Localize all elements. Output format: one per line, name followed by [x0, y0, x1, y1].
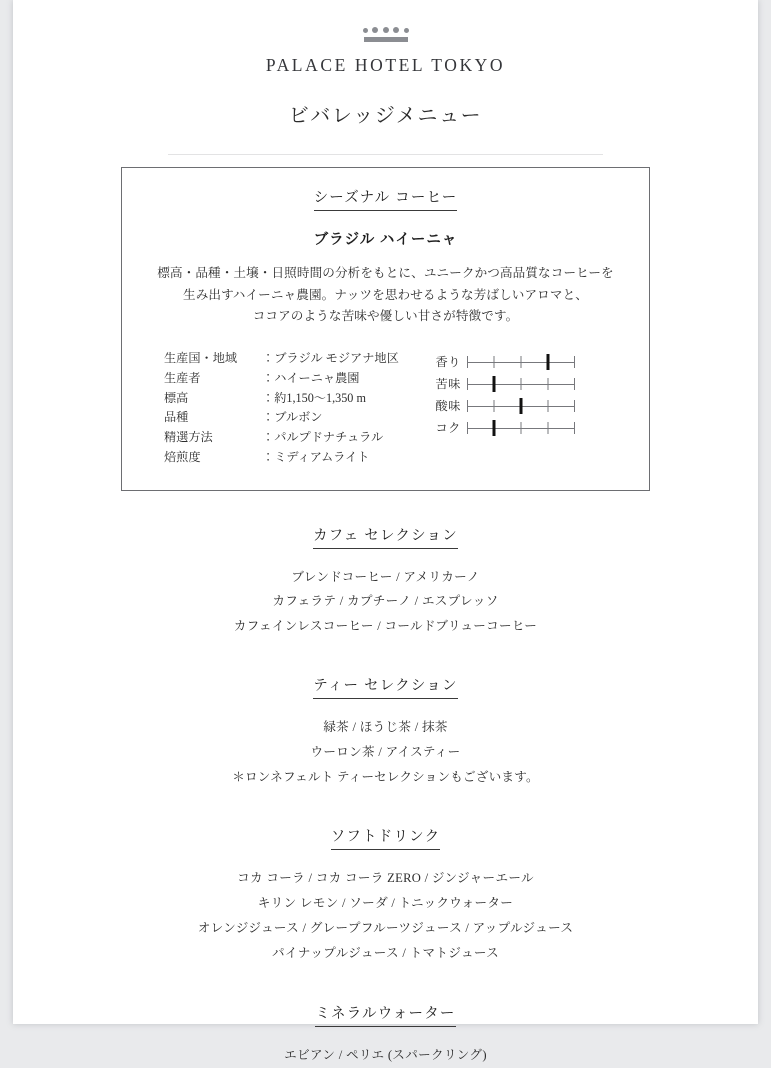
- flavor-tick: [574, 356, 575, 368]
- seasonal-coffee-card: [121, 167, 650, 491]
- coffee-description-line: ココアのような苦味や優しい甘さが特徴です。: [252, 309, 519, 324]
- crown-dots: [363, 26, 409, 33]
- section-cafe-selection: [13, 524, 758, 640]
- section-heading-text: ミネラルウォーター: [315, 1002, 455, 1027]
- flavor-tick: [467, 356, 468, 368]
- spec-value: ： ハイーニャ農園: [262, 369, 360, 389]
- flavor-marker: [519, 398, 522, 414]
- coffee-description-line: 標高・品種・土壌・日照時間の分析をもとに、ユニークかつ高品質なコーヒーを: [157, 266, 614, 280]
- spec-value: ： ミディアムライト: [262, 448, 370, 468]
- section-soft-drink: [13, 825, 758, 966]
- crown-icon: [356, 26, 416, 42]
- flavor-tick: [547, 378, 548, 390]
- spec-row: [164, 389, 399, 409]
- flavor-marker: [546, 354, 549, 370]
- flavor-row: [425, 417, 627, 439]
- spec-row: [164, 349, 399, 369]
- coffee-description-line: 生み出すハイーニャ農園。ナッツを思わせるような芳ばしいアロマと、: [183, 287, 588, 302]
- spec-key: 焙煎度: [164, 449, 201, 464]
- list-item: キリン レモン / ソーダ / トニックウォーター: [257, 896, 514, 911]
- brand-name: PALACE HOTEL TOKYO: [265, 55, 506, 75]
- flavor-row: [425, 373, 627, 395]
- flavor-marker: [492, 420, 495, 436]
- flavor-tick: [493, 356, 494, 368]
- flavor-marker: [492, 376, 495, 392]
- section-heading: [13, 1002, 758, 1027]
- flavor-tick: [574, 422, 575, 434]
- list-item: パイナップルジュース / トマトジュース: [271, 945, 500, 960]
- list-item: コカ コーラ / コカ コーラ ZERO / ジンジャーエール: [237, 871, 534, 886]
- brand-header: [13, 0, 758, 76]
- spec-row: [164, 369, 399, 389]
- flavor-axis: [467, 397, 575, 415]
- seasonal-heading: [144, 186, 627, 211]
- list-item: カフェラテ / カプチーノ / エスプレッソ: [272, 594, 499, 609]
- flavor-tick: [520, 422, 521, 434]
- menu-page: [13, 0, 758, 1062]
- spec-key: 品種: [164, 410, 189, 425]
- flavor-tick: [574, 378, 575, 390]
- flavor-row: [425, 395, 627, 417]
- menu-item-list: [13, 1043, 758, 1068]
- seasonal-heading-text: シーズナル コーヒー: [314, 186, 458, 211]
- section-mineral-water: [13, 1002, 758, 1068]
- section-heading-text: ティー セレクション: [313, 674, 457, 699]
- spec-row: [164, 408, 399, 428]
- section-heading: [13, 524, 758, 549]
- menu-item-list: [13, 715, 758, 790]
- flavor-chart: [399, 349, 627, 439]
- flavor-label: 酸味: [435, 399, 461, 414]
- flavor-tick: [574, 400, 575, 412]
- page-title: ビバレッジメニュー: [288, 105, 483, 127]
- menu-item-list: [13, 866, 758, 966]
- flavor-tick: [520, 378, 521, 390]
- flavor-axis: [467, 353, 575, 371]
- list-item: エビアン / ペリエ (スパークリング): [284, 1047, 487, 1062]
- spec-key: 生産者: [164, 370, 201, 385]
- section-heading-text: ソフトドリンク: [331, 825, 441, 850]
- flavor-tick: [467, 378, 468, 390]
- section-heading: [13, 674, 758, 699]
- flavor-tick: [547, 400, 548, 412]
- section-heading-text: カフェ セレクション: [313, 524, 458, 549]
- crown-bar: [364, 37, 408, 42]
- flavor-label: コク: [435, 421, 461, 436]
- coffee-description: [144, 263, 627, 328]
- flavor-axis: [467, 375, 575, 393]
- flavor-axis: [467, 419, 575, 437]
- spec-row: [164, 448, 399, 468]
- flavor-tick: [467, 422, 468, 434]
- list-item: 緑茶 / ほうじ茶 / 抹茶: [323, 720, 448, 735]
- spec-key: 標高: [164, 390, 189, 405]
- title-divider: [168, 154, 603, 155]
- section-tea-selection: [13, 674, 758, 790]
- section-heading: [13, 825, 758, 850]
- flavor-tick: [547, 422, 548, 434]
- flavor-label: 香り: [435, 355, 461, 370]
- spec-value: ： ブルボン: [262, 408, 322, 428]
- flavor-tick: [520, 356, 521, 368]
- spec-key: 生産国・地域: [164, 350, 238, 365]
- spec-value: ： パルプドナチュラル: [262, 428, 383, 448]
- spec-key: 精選方法: [164, 430, 213, 445]
- spec-value: ： 約1,150〜1,350 m: [262, 389, 366, 409]
- flavor-tick: [493, 400, 494, 412]
- spec-row: [164, 428, 399, 448]
- menu-item-list: [13, 565, 758, 640]
- flavor-row: [425, 351, 627, 373]
- list-item: ウーロン茶 / アイスティー: [310, 745, 461, 760]
- coffee-details: [144, 349, 627, 468]
- coffee-name: ブラジル ハイーニャ: [313, 232, 458, 248]
- flavor-label: 苦味: [435, 377, 461, 392]
- flavor-tick: [467, 400, 468, 412]
- tea-note: ＊ロンネフェルト ティーセレクションもございます。: [232, 770, 539, 785]
- list-item: ブレンドコーヒー / アメリカーノ: [291, 569, 480, 584]
- spec-value: ： ブラジル モジアナ地区: [262, 349, 399, 369]
- list-item: カフェインレスコーヒー / コールドブリューコーヒー: [233, 619, 538, 634]
- list-item: オレンジジュース / グレープフルーツジュース / アップルジュース: [197, 920, 574, 935]
- coffee-spec-list: [144, 349, 399, 468]
